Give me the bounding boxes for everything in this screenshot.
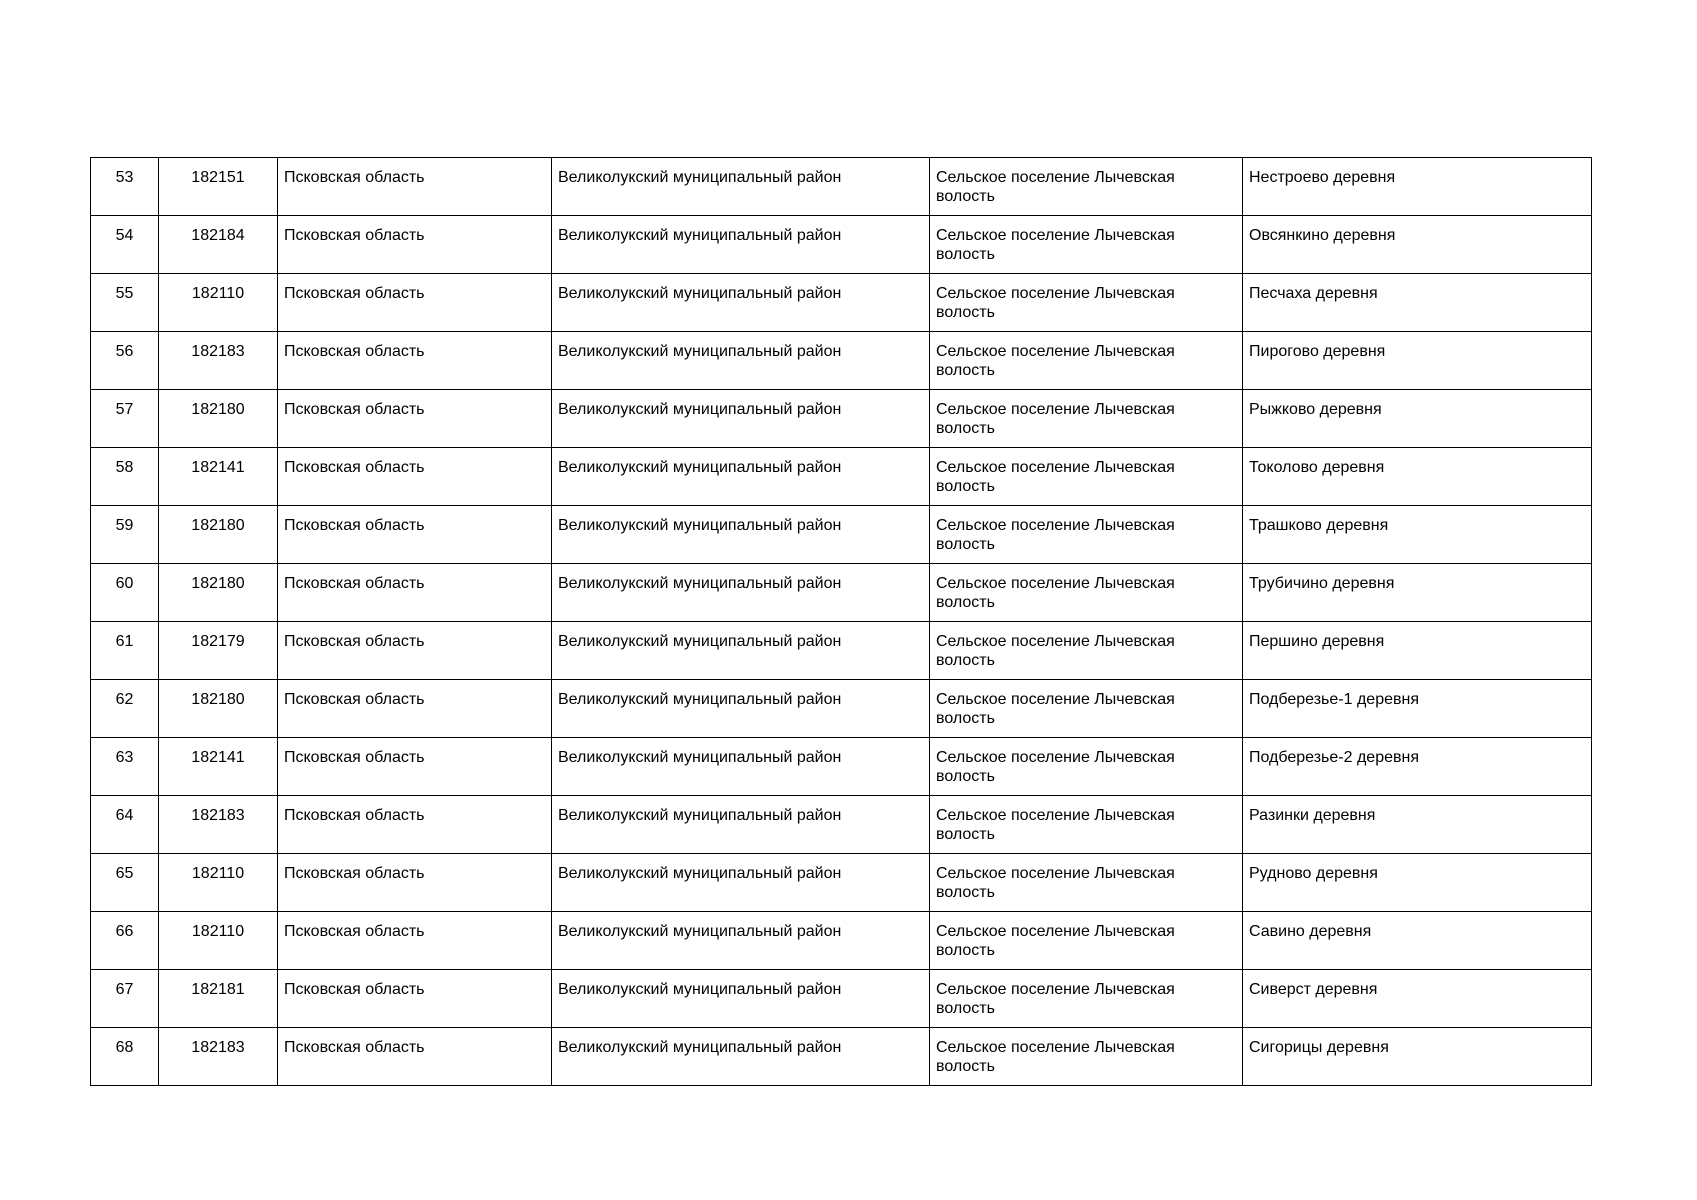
settlement-cell: Сельское поселение Лычевская волость: [930, 506, 1243, 564]
district-cell: Великолукский муниципальный район: [552, 332, 930, 390]
region-cell: Псковская область: [278, 506, 552, 564]
table-row: [91, 1028, 1592, 1086]
postal-index-cell: 182110: [159, 274, 278, 332]
district-cell: Великолукский муниципальный район: [552, 274, 930, 332]
postal-index-cell: 182151: [159, 158, 278, 216]
row-number-cell: 54: [91, 216, 159, 274]
region-cell: Псковская область: [278, 738, 552, 796]
region-cell: Псковская область: [278, 1028, 552, 1086]
district-cell: Великолукский муниципальный район: [552, 390, 930, 448]
table-row: [91, 448, 1592, 506]
postal-index-cell: 182180: [159, 506, 278, 564]
region-cell: Псковская область: [278, 564, 552, 622]
locality-cell: Сигорицы деревня: [1243, 1028, 1592, 1086]
row-number-cell: 53: [91, 158, 159, 216]
row-number-cell: 61: [91, 622, 159, 680]
settlement-cell: Сельское поселение Лычевская волость: [930, 796, 1243, 854]
settlement-cell: Сельское поселение Лычевская волость: [930, 448, 1243, 506]
region-cell: Псковская область: [278, 854, 552, 912]
table-row: [91, 970, 1592, 1028]
district-cell: Великолукский муниципальный район: [552, 854, 930, 912]
postal-index-cell: 182110: [159, 854, 278, 912]
locality-cell: Рыжково деревня: [1243, 390, 1592, 448]
district-cell: Великолукский муниципальный район: [552, 1028, 930, 1086]
row-number-cell: 67: [91, 970, 159, 1028]
region-cell: Псковская область: [278, 274, 552, 332]
row-number-cell: 59: [91, 506, 159, 564]
locality-cell: Трубичино деревня: [1243, 564, 1592, 622]
district-cell: Великолукский муниципальный район: [552, 970, 930, 1028]
district-cell: Великолукский муниципальный район: [552, 158, 930, 216]
region-cell: Псковская область: [278, 448, 552, 506]
locality-cell: Рудново деревня: [1243, 854, 1592, 912]
district-cell: Великолукский муниципальный район: [552, 506, 930, 564]
district-cell: Великолукский муниципальный район: [552, 680, 930, 738]
region-cell: Псковская область: [278, 912, 552, 970]
postal-index-cell: 182184: [159, 216, 278, 274]
postal-index-cell: 182110: [159, 912, 278, 970]
locality-cell: Разинки деревня: [1243, 796, 1592, 854]
locality-table: [90, 157, 1592, 1086]
table-row: [91, 564, 1592, 622]
row-number-cell: 56: [91, 332, 159, 390]
settlement-cell: Сельское поселение Лычевская волость: [930, 738, 1243, 796]
table-row: [91, 796, 1592, 854]
locality-cell: Песчаха деревня: [1243, 274, 1592, 332]
table-row: [91, 912, 1592, 970]
locality-cell: Подберезье-2 деревня: [1243, 738, 1592, 796]
district-cell: Великолукский муниципальный район: [552, 738, 930, 796]
region-cell: Псковская область: [278, 970, 552, 1028]
locality-cell: Пирогово деревня: [1243, 332, 1592, 390]
settlement-cell: Сельское поселение Лычевская волость: [930, 680, 1243, 738]
settlement-cell: Сельское поселение Лычевская волость: [930, 390, 1243, 448]
table-row: [91, 332, 1592, 390]
postal-index-cell: 182181: [159, 970, 278, 1028]
table-row: [91, 622, 1592, 680]
region-cell: Псковская область: [278, 332, 552, 390]
district-cell: Великолукский муниципальный район: [552, 796, 930, 854]
settlement-cell: Сельское поселение Лычевская волость: [930, 158, 1243, 216]
settlement-cell: Сельское поселение Лычевская волость: [930, 854, 1243, 912]
locality-cell: Першино деревня: [1243, 622, 1592, 680]
settlement-cell: Сельское поселение Лычевская волость: [930, 970, 1243, 1028]
table-row: [91, 506, 1592, 564]
settlement-cell: Сельское поселение Лычевская волость: [930, 564, 1243, 622]
locality-cell: Подберезье-1 деревня: [1243, 680, 1592, 738]
row-number-cell: 63: [91, 738, 159, 796]
postal-index-cell: 182180: [159, 680, 278, 738]
district-cell: Великолукский муниципальный район: [552, 448, 930, 506]
region-cell: Псковская область: [278, 216, 552, 274]
region-cell: Псковская область: [278, 158, 552, 216]
table-row: [91, 274, 1592, 332]
settlement-cell: Сельское поселение Лычевская волость: [930, 274, 1243, 332]
row-number-cell: 58: [91, 448, 159, 506]
settlement-cell: Сельское поселение Лычевская волость: [930, 622, 1243, 680]
table-row: [91, 216, 1592, 274]
postal-index-cell: 182141: [159, 738, 278, 796]
locality-cell: Нестроево деревня: [1243, 158, 1592, 216]
district-cell: Великолукский муниципальный район: [552, 912, 930, 970]
postal-index-cell: 182141: [159, 448, 278, 506]
postal-index-cell: 182180: [159, 564, 278, 622]
postal-index-cell: 182180: [159, 390, 278, 448]
table-row: [91, 854, 1592, 912]
settlement-cell: Сельское поселение Лычевская волость: [930, 216, 1243, 274]
settlement-cell: Сельское поселение Лычевская волость: [930, 332, 1243, 390]
row-number-cell: 64: [91, 796, 159, 854]
postal-index-cell: 182183: [159, 332, 278, 390]
region-cell: Псковская область: [278, 390, 552, 448]
region-cell: Псковская область: [278, 796, 552, 854]
locality-cell: Савино деревня: [1243, 912, 1592, 970]
locality-cell: Токолово деревня: [1243, 448, 1592, 506]
table-row: [91, 158, 1592, 216]
postal-index-cell: 182179: [159, 622, 278, 680]
locality-cell: Трашково деревня: [1243, 506, 1592, 564]
settlement-cell: Сельское поселение Лычевская волость: [930, 1028, 1243, 1086]
row-number-cell: 65: [91, 854, 159, 912]
postal-index-cell: 182183: [159, 1028, 278, 1086]
document-page: [90, 157, 1591, 1086]
row-number-cell: 68: [91, 1028, 159, 1086]
district-cell: Великолукский муниципальный район: [552, 216, 930, 274]
row-number-cell: 57: [91, 390, 159, 448]
region-cell: Псковская область: [278, 680, 552, 738]
row-number-cell: 62: [91, 680, 159, 738]
row-number-cell: 55: [91, 274, 159, 332]
region-cell: Псковская область: [278, 622, 552, 680]
table-row: [91, 680, 1592, 738]
table-row: [91, 390, 1592, 448]
district-cell: Великолукский муниципальный район: [552, 622, 930, 680]
row-number-cell: 66: [91, 912, 159, 970]
row-number-cell: 60: [91, 564, 159, 622]
settlement-cell: Сельское поселение Лычевская волость: [930, 912, 1243, 970]
locality-cell: Овсянкино деревня: [1243, 216, 1592, 274]
locality-cell: Сиверст деревня: [1243, 970, 1592, 1028]
table-row: [91, 738, 1592, 796]
district-cell: Великолукский муниципальный район: [552, 564, 930, 622]
postal-index-cell: 182183: [159, 796, 278, 854]
